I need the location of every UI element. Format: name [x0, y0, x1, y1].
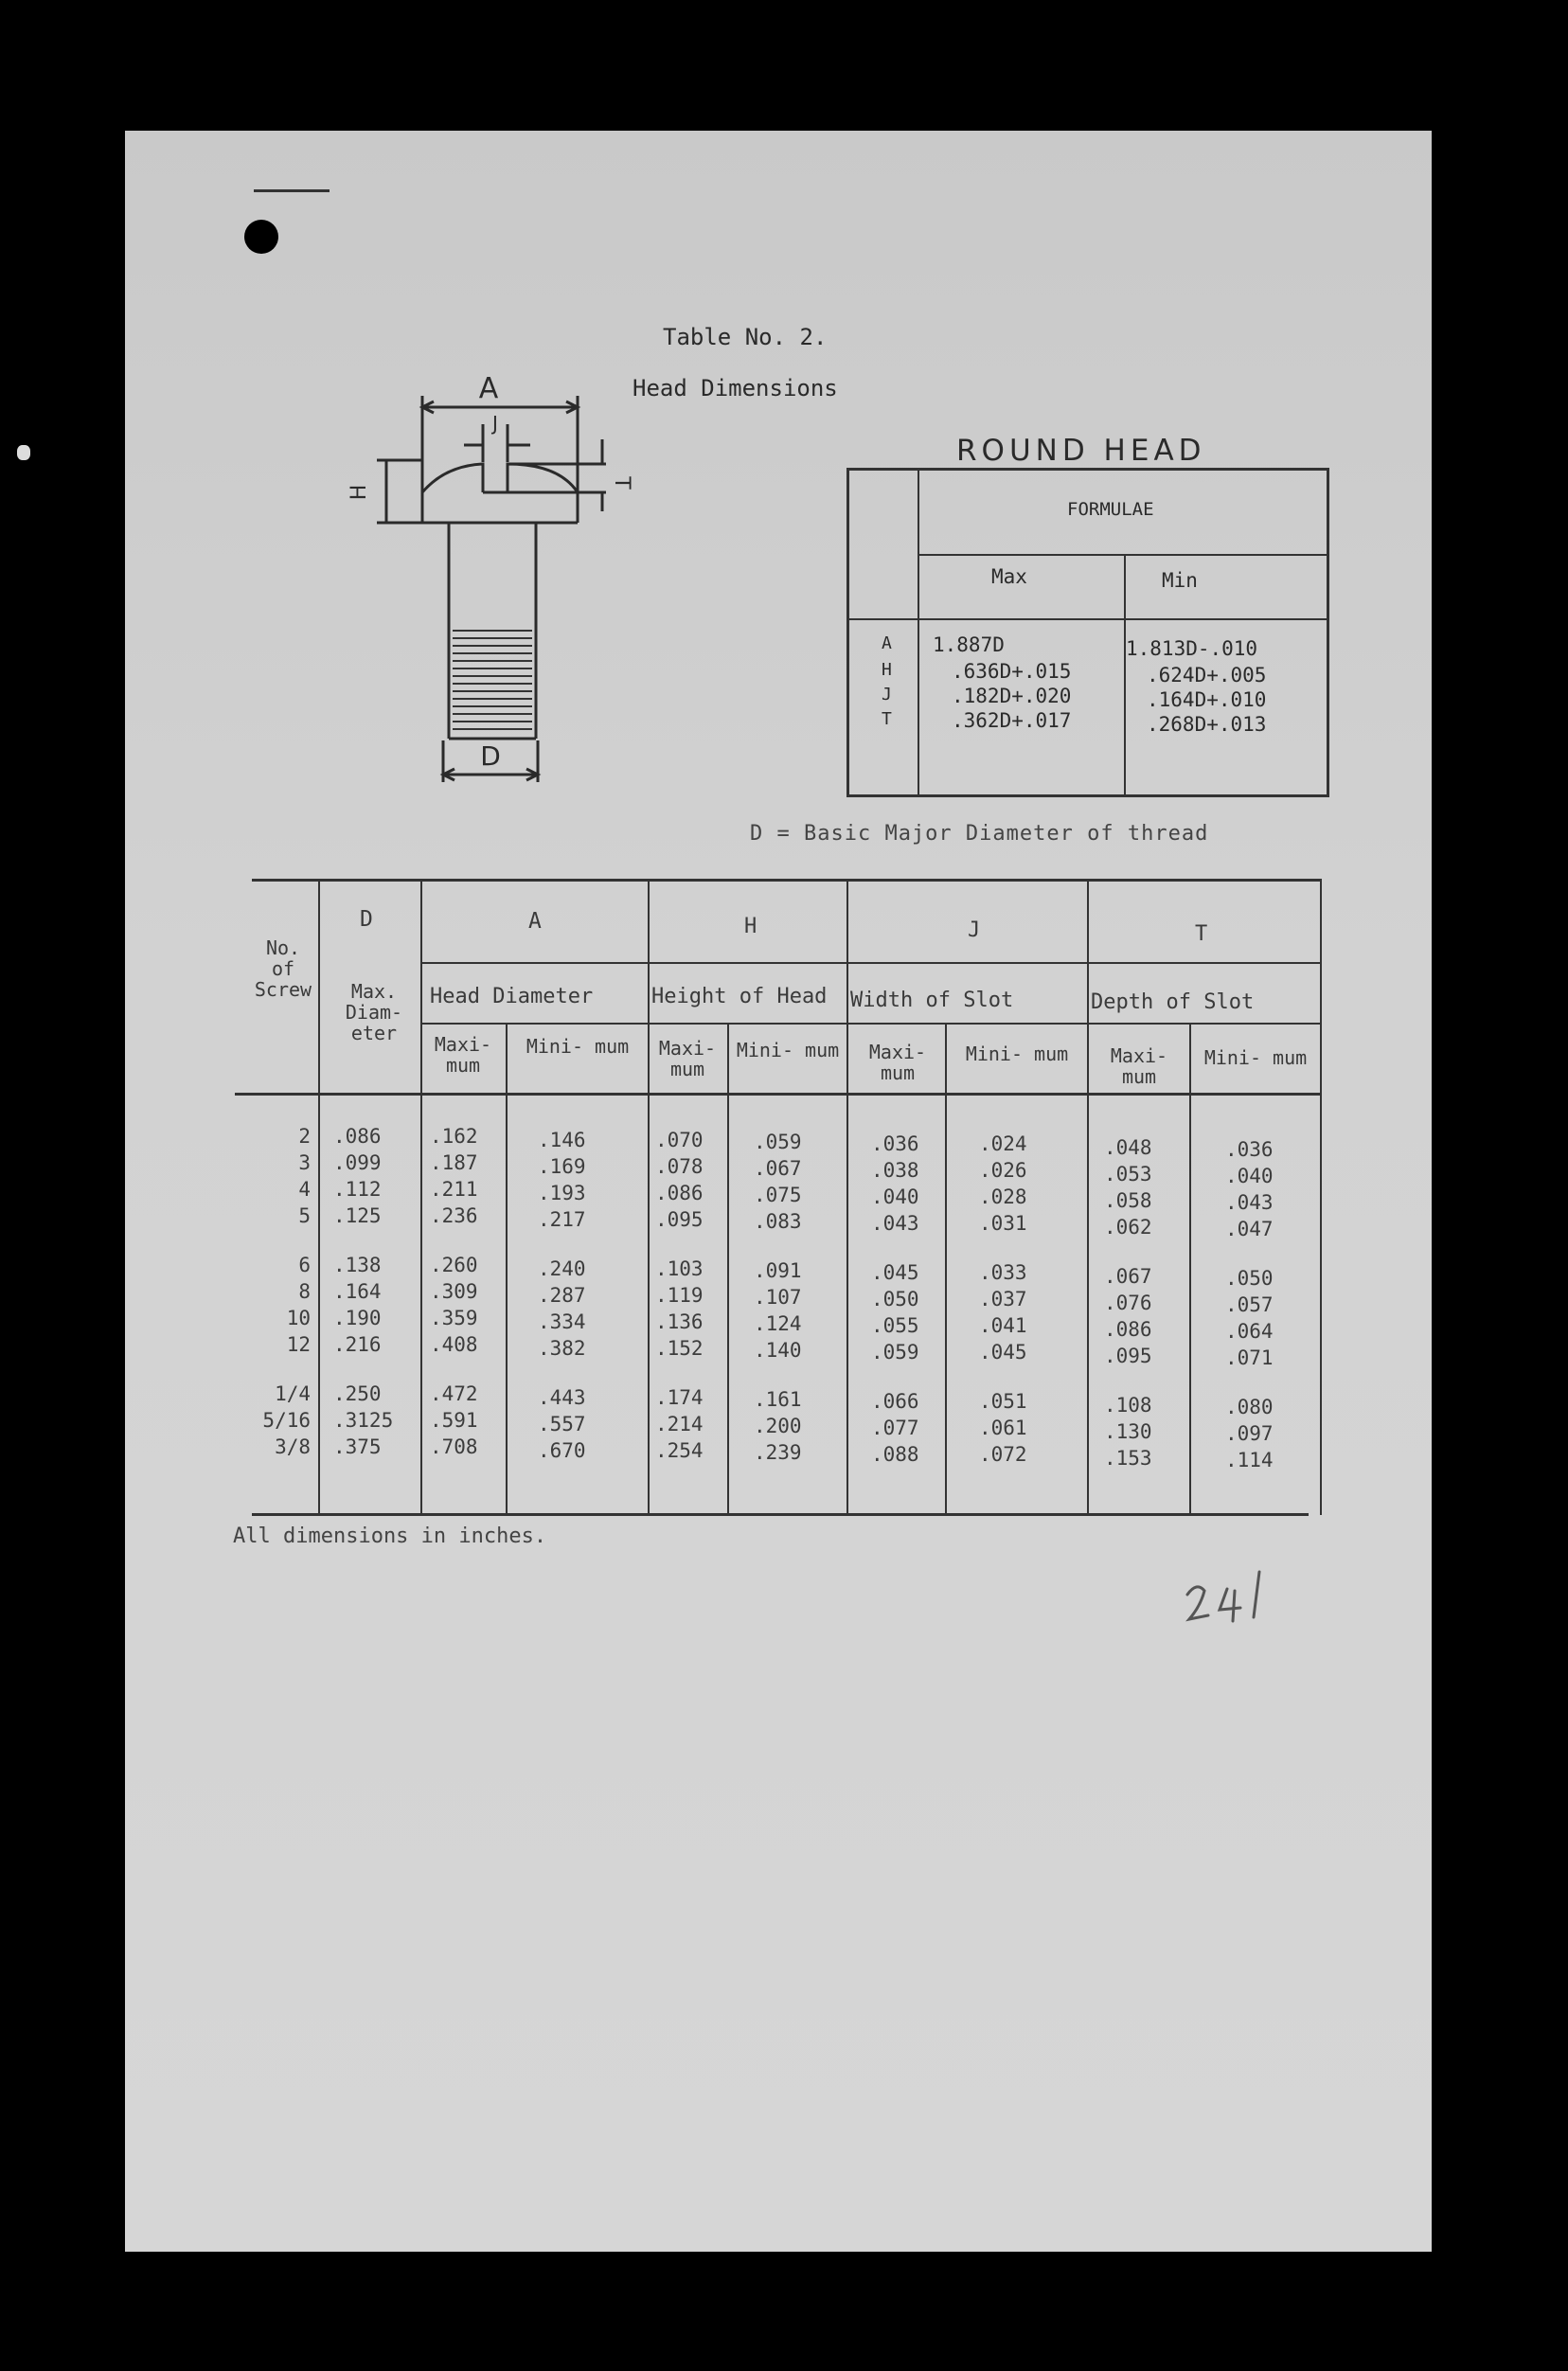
- col-h-min: [754, 1129, 802, 1466]
- table-cell: .097: [1225, 1422, 1274, 1445]
- col-j-min: [979, 1131, 1027, 1468]
- table-cell: .287: [538, 1284, 586, 1307]
- header-a-max: Maxi- mum: [434, 1033, 492, 1077]
- formulae-header: FORMULAE: [1067, 499, 1154, 520]
- formula-letter: T: [882, 709, 892, 729]
- table-cell: .193: [538, 1182, 586, 1204]
- label-h: H: [347, 484, 371, 501]
- group-spacer: [871, 1365, 919, 1388]
- table-subtitle: Head Dimensions: [633, 375, 838, 401]
- formula-letter: H: [882, 660, 892, 680]
- table-cell: .043: [871, 1212, 919, 1235]
- header-j-min: Mini- mum: [965, 1043, 1069, 1065]
- table-cell: .217: [538, 1208, 586, 1231]
- table-cell: .050: [1225, 1267, 1274, 1290]
- table-cell: .036: [1225, 1138, 1274, 1161]
- formula-min: 1.813D-.010: [1126, 637, 1258, 660]
- table-cell: 2: [298, 1125, 311, 1148]
- col-h-max: [655, 1127, 704, 1464]
- formulae-divider: [918, 471, 919, 794]
- table-title: Table No. 2.: [663, 324, 828, 350]
- header-j-letter: J: [968, 918, 981, 942]
- group-spacer: [248, 1358, 311, 1381]
- table-cell: .048: [1104, 1136, 1152, 1159]
- group-spacer: [655, 1362, 704, 1384]
- table-cell: 1/4: [275, 1382, 311, 1405]
- group-spacer: [538, 1362, 586, 1384]
- table-cell: .088: [871, 1443, 919, 1466]
- table-cell: .095: [655, 1208, 704, 1231]
- table-cell: .033: [979, 1261, 1027, 1284]
- label-a: A: [478, 372, 499, 405]
- table-rule: [420, 1023, 1322, 1025]
- group-spacer: [871, 1237, 919, 1259]
- table-cell: .130: [1104, 1420, 1152, 1443]
- table-cell: .136: [655, 1310, 704, 1333]
- table-cell: .3125: [333, 1409, 394, 1432]
- table-cell: .091: [754, 1259, 802, 1282]
- table-cell: .708: [430, 1435, 478, 1458]
- table-cell: .040: [1225, 1165, 1274, 1187]
- table-cell: .071: [1225, 1346, 1274, 1369]
- header-h-max: Maxi- mum: [658, 1037, 717, 1080]
- table-cell: .443: [538, 1386, 586, 1409]
- table-cell: .041: [979, 1314, 1027, 1337]
- table-cell: .047: [1225, 1218, 1274, 1240]
- table-cell: .216: [333, 1333, 382, 1356]
- header-a-min: Mini- mum: [526, 1035, 630, 1058]
- pencil-mark: [254, 189, 330, 192]
- handwritten-page-number: [1174, 1553, 1307, 1638]
- table-cell: .119: [655, 1284, 704, 1307]
- table-cell: .107: [754, 1286, 802, 1309]
- table-cell: .557: [538, 1413, 586, 1435]
- table-cell: 3/8: [275, 1435, 311, 1458]
- table-rule: [1087, 879, 1089, 1515]
- col-t-min: [1225, 1136, 1274, 1473]
- formulae-col-min: Min: [1162, 569, 1198, 592]
- label-j: J: [492, 412, 498, 435]
- table-cell: .099: [333, 1151, 382, 1174]
- table-cell: .239: [754, 1441, 802, 1464]
- table-rule: [252, 879, 1322, 882]
- table-cell: .240: [538, 1257, 586, 1280]
- header-t-max: Maxi- mum: [1110, 1044, 1168, 1088]
- header-d: D: [360, 907, 373, 932]
- group-spacer: [1104, 1369, 1152, 1392]
- table-cell: .045: [871, 1261, 919, 1284]
- table-rule: [727, 1023, 729, 1515]
- table-cell: .670: [538, 1439, 586, 1462]
- table-cell: .055: [871, 1314, 919, 1337]
- group-spacer: [979, 1365, 1027, 1388]
- group-spacer: [1225, 1242, 1274, 1265]
- table-rule: [252, 1513, 1309, 1516]
- header-t-min: Mini- mum: [1203, 1046, 1308, 1069]
- table-cell: .108: [1104, 1394, 1152, 1417]
- label-t: T: [610, 476, 633, 490]
- table-cell: .040: [871, 1186, 919, 1208]
- col-a-max: [430, 1123, 478, 1460]
- table-cell: .080: [1225, 1396, 1274, 1418]
- col-d-max: [333, 1123, 393, 1460]
- group-spacer: [333, 1229, 393, 1252]
- table-cell: .053: [1104, 1163, 1152, 1186]
- dimensions-table: [252, 879, 1322, 1515]
- header-j-desc: Width of Slot: [850, 989, 1014, 1012]
- table-cell: .086: [655, 1182, 704, 1204]
- table-cell: .254: [655, 1439, 704, 1462]
- table-cell: .375: [333, 1435, 382, 1458]
- table-cell: 4: [298, 1178, 311, 1201]
- col-t-max: [1104, 1134, 1152, 1471]
- table-cell: 6: [298, 1254, 311, 1276]
- group-spacer: [430, 1358, 478, 1381]
- table-cell: .026: [979, 1159, 1027, 1182]
- table-cell: .078: [655, 1155, 704, 1178]
- table-cell: .591: [430, 1409, 478, 1432]
- header-a-letter: A: [528, 909, 542, 934]
- table-cell: .190: [333, 1307, 382, 1329]
- group-spacer: [1104, 1240, 1152, 1263]
- table-cell: .164: [333, 1280, 382, 1303]
- round-head-title: ROUND HEAD: [956, 434, 1206, 468]
- formulae-divider: [1124, 556, 1126, 794]
- group-spacer: [754, 1364, 802, 1386]
- table-rule: [846, 879, 848, 1515]
- formula-letter: A: [882, 633, 892, 653]
- table-cell: .260: [430, 1254, 478, 1276]
- punch-hole: [244, 220, 278, 254]
- table-cell: .076: [1104, 1292, 1152, 1314]
- table-cell: .169: [538, 1155, 586, 1178]
- formula-min: .164D+.010: [1147, 688, 1267, 711]
- group-spacer: [248, 1229, 311, 1252]
- formula-max: 1.887D: [933, 633, 1005, 656]
- formula-min: .624D+.005: [1147, 664, 1267, 686]
- table-cell: .114: [1225, 1449, 1274, 1471]
- table-cell: .138: [333, 1254, 382, 1276]
- table-cell: .059: [754, 1131, 802, 1153]
- table-rule: [945, 1023, 947, 1515]
- table-cell: .061: [979, 1417, 1027, 1439]
- table-cell: .162: [430, 1125, 478, 1148]
- table-cell: .095: [1104, 1345, 1152, 1367]
- table-cell: .067: [754, 1157, 802, 1180]
- table-cell: .051: [979, 1390, 1027, 1413]
- table-rule: [420, 879, 422, 1515]
- table-cell: .236: [430, 1204, 478, 1227]
- table-cell: .058: [1104, 1189, 1152, 1212]
- table-cell: .200: [754, 1415, 802, 1437]
- header-h-letter: H: [744, 915, 757, 938]
- edge-speck: [17, 445, 30, 460]
- table-cell: .103: [655, 1257, 704, 1280]
- formula-max: .362D+.017: [952, 709, 1072, 732]
- group-spacer: [430, 1229, 478, 1252]
- col-j-max: [871, 1131, 919, 1468]
- table-cell: .062: [1104, 1216, 1152, 1239]
- formulae-divider: [849, 618, 1327, 620]
- formulae-table: [846, 468, 1329, 797]
- group-spacer: [979, 1237, 1027, 1259]
- table-cell: .083: [754, 1210, 802, 1233]
- table-cell: .086: [1104, 1318, 1152, 1341]
- table-cell: .031: [979, 1212, 1027, 1235]
- group-spacer: [754, 1235, 802, 1257]
- label-d: D: [480, 740, 501, 772]
- table-rule: [1189, 1023, 1191, 1515]
- basic-diameter-note: D = Basic Major Diameter of thread: [750, 822, 1209, 846]
- table-rule: [318, 879, 320, 1515]
- table-cell: .187: [430, 1151, 478, 1174]
- table-cell: .309: [430, 1280, 478, 1303]
- table-cell: .028: [979, 1186, 1027, 1208]
- header-t-letter: T: [1195, 922, 1208, 946]
- table-cell: .146: [538, 1129, 586, 1151]
- table-cell: .382: [538, 1337, 586, 1360]
- group-spacer: [538, 1233, 586, 1256]
- table-cell: .072: [979, 1443, 1027, 1466]
- table-cell: .057: [1225, 1293, 1274, 1316]
- table-cell: .124: [754, 1312, 802, 1335]
- formulae-col-max: Max: [991, 565, 1027, 588]
- table-rule: [420, 962, 1322, 964]
- col-a-min: [538, 1127, 586, 1464]
- group-spacer: [655, 1233, 704, 1256]
- table-cell: 12: [286, 1333, 311, 1356]
- table-cell: .408: [430, 1333, 478, 1356]
- formula-min: .268D+.013: [1147, 713, 1267, 736]
- table-cell: .070: [655, 1129, 704, 1151]
- formula-max: .636D+.015: [952, 660, 1072, 683]
- table-cell: .037: [979, 1288, 1027, 1310]
- header-a-desc: Head Diameter: [430, 985, 594, 1008]
- table-cell: .077: [871, 1417, 919, 1439]
- header-h-desc: Height of Head: [651, 985, 828, 1008]
- table-cell: .472: [430, 1382, 478, 1405]
- table-cell: .125: [333, 1204, 382, 1227]
- table-rule: [648, 879, 650, 1515]
- table-cell: .059: [871, 1341, 919, 1364]
- table-cell: .024: [979, 1132, 1027, 1155]
- table-cell: .066: [871, 1390, 919, 1413]
- formulae-divider: [918, 554, 1327, 556]
- header-j-max: Maxi- mum: [868, 1041, 927, 1084]
- table-cell: .086: [333, 1125, 382, 1148]
- table-cell: .359: [430, 1307, 478, 1329]
- table-cell: .038: [871, 1159, 919, 1182]
- table-cell: .174: [655, 1386, 704, 1409]
- table-cell: .250: [333, 1382, 382, 1405]
- header-h-min: Mini- mum: [736, 1039, 840, 1061]
- header-d-desc: Max. Diam- eter: [345, 980, 403, 1044]
- table-cell: .140: [754, 1339, 802, 1362]
- table-cell: 10: [286, 1307, 311, 1329]
- group-spacer: [333, 1358, 393, 1381]
- table-cell: .214: [655, 1413, 704, 1435]
- screw-diagram: [322, 369, 644, 795]
- table-cell: 8: [298, 1280, 311, 1303]
- table-cell: 5: [298, 1204, 311, 1227]
- group-spacer: [1225, 1371, 1274, 1394]
- table-cell: .075: [754, 1184, 802, 1206]
- table-cell: .045: [979, 1341, 1027, 1364]
- table-cell: .211: [430, 1178, 478, 1201]
- col-no-of-screw: [248, 1123, 311, 1460]
- header-no-of-screw: No. of Screw: [254, 936, 312, 1001]
- table-rule: [1320, 879, 1322, 1515]
- formula-letter: J: [882, 685, 892, 704]
- table-cell: .334: [538, 1310, 586, 1333]
- header-t-desc: Depth of Slot: [1091, 990, 1255, 1014]
- table-rule: [235, 1093, 1322, 1096]
- table-cell: .153: [1104, 1447, 1152, 1470]
- table-cell: .067: [1104, 1265, 1152, 1288]
- table-cell: .050: [871, 1288, 919, 1310]
- footnote: All dimensions in inches.: [233, 1524, 547, 1548]
- table-cell: .043: [1225, 1191, 1274, 1214]
- table-cell: 5/16: [262, 1409, 311, 1432]
- table-cell: .036: [871, 1132, 919, 1155]
- formula-max: .182D+.020: [952, 685, 1072, 707]
- table-cell: .112: [333, 1178, 382, 1201]
- table-cell: .152: [655, 1337, 704, 1360]
- table-rule: [506, 1023, 508, 1515]
- table-cell: .064: [1225, 1320, 1274, 1343]
- table-cell: 3: [298, 1151, 311, 1174]
- table-cell: .161: [754, 1388, 802, 1411]
